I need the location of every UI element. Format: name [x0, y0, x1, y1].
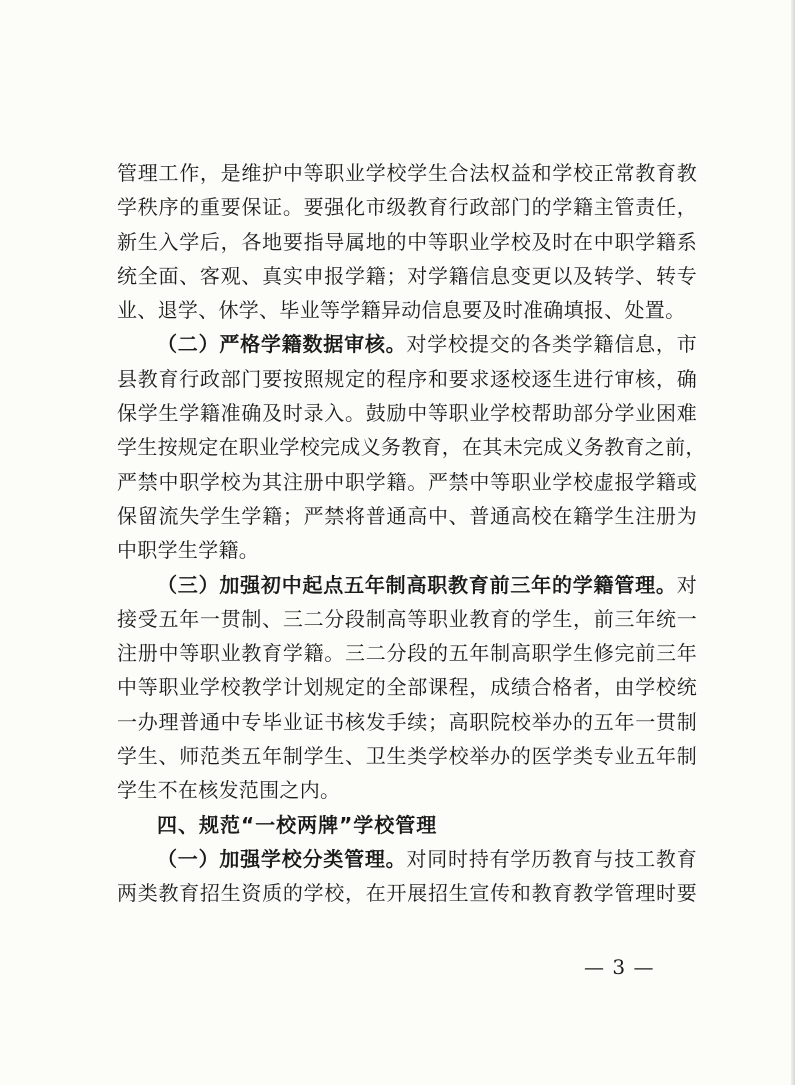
- section-4-1-first-line: [117, 842, 697, 876]
- paragraph-line: 业、退学、休学、毕业等学籍异动信息要及时准确填报、处置。: [117, 298, 686, 323]
- section-3-text: 对: [676, 572, 697, 597]
- paragraph-line: 保留流失学生学籍；严禁将普通高中、普通高校在籍学生注册为: [117, 503, 697, 528]
- paragraph-line: 新生入学后，各地要指导属地的中等职业学校及时在中职学籍系: [117, 229, 697, 254]
- section-2-first-line: [117, 327, 697, 361]
- paragraph-line: 中等职业学校教学计划规定的全部课程，成绩合格者，由学校统: [117, 675, 697, 700]
- page-number: — 3 —: [584, 955, 655, 979]
- paragraph-line: 接受五年一贯制、三二分段制高等职业教育的学生，前三年统一: [117, 606, 697, 631]
- document-body: [117, 156, 706, 911]
- section-3-title: （三）加强初中起点五年制高职教育前三年的学籍管理。: [157, 572, 677, 597]
- section-2-text: 对学校提交的各类学籍信息，市: [406, 332, 697, 357]
- paragraph-line: 统全面、客观、真实申报学籍；对学籍信息变更以及转学、转专: [117, 263, 697, 288]
- paragraph-line: 学秩序的重要保证。要强化市级教育行政部门的学籍主管责任，: [117, 195, 697, 220]
- paragraph-line: 学生不在核发范围之内。: [117, 778, 341, 803]
- section-4-1-title: （一）加强学校分类管理。: [157, 846, 407, 871]
- paragraph-line: 学生、师范类五年制学生、卫生类学校举办的医学类专业五年制: [117, 744, 697, 769]
- paragraph-line: 中职学生学籍。: [117, 538, 260, 563]
- paragraph-line: 注册中等职业教育学籍。三二分段的五年制高职学生修完前三年: [117, 641, 697, 666]
- paragraph-line: 两类教育招生资质的学校，在开展招生宣传和教育教学管理时要: [117, 881, 697, 906]
- section-4-1-text: 对同时持有学历教育与技工教育: [406, 846, 697, 871]
- paragraph-line: 严禁中职学校为其注册中职学籍。严禁中等职业学校虚报学籍或: [117, 469, 697, 494]
- section-3-first-line: [117, 568, 697, 602]
- section-2-title: （二）严格学籍数据审核。: [157, 332, 407, 357]
- section-4-heading: 四、规范“一校两牌”学校管理: [157, 812, 438, 837]
- paragraph-line: 管理工作，是维护中等职业学校学生合法权益和学校正常教育教: [117, 161, 697, 185]
- paragraph-line: 县教育行政部门要按照规定的程序和要求逐校逐生进行审核，确: [117, 366, 697, 391]
- page-edge: [791, 0, 795, 1085]
- paragraph-line: 保学生学籍准确及时录入。鼓励中等职业学校帮助部分学业困难: [117, 401, 697, 426]
- paragraph-line: 学生按规定在职业学校完成义务教育，在其未完成义务教育之前，: [117, 435, 706, 460]
- paragraph-line: 一办理普通中专毕业证书核发手续；高职院校举办的五年一贯制: [117, 709, 697, 734]
